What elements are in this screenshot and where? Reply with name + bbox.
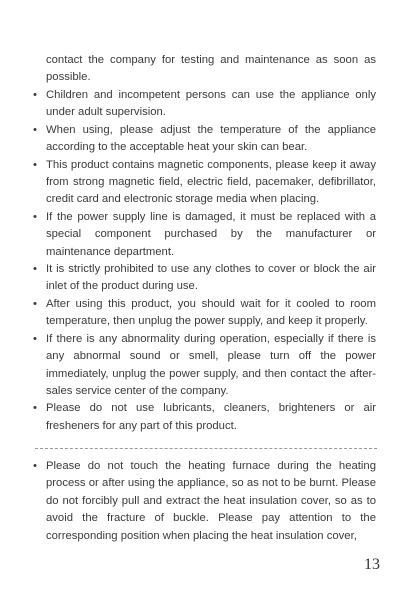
bullet-icon: •	[33, 210, 37, 223]
page-number: 13	[364, 556, 380, 573]
list-item	[0, 209, 376, 261]
bullet-icon: •	[33, 332, 37, 345]
list-item-text: If the power supply line is damaged, it must be replaced with a special component purchased by the manufacturer or maintenance department.	[46, 210, 376, 258]
list-item	[0, 331, 376, 401]
bullet-icon: •	[33, 123, 37, 136]
bullet-icon: •	[33, 460, 37, 472]
safety-list-continued	[0, 458, 416, 545]
list-item	[0, 458, 376, 545]
list-item-text: It is strictly prohibited to use any clothes to cover or block the air inlet of the product during use.	[46, 263, 376, 293]
bullet-icon: •	[33, 89, 37, 101]
list-item	[0, 122, 376, 157]
list-item-text: This product contains magnetic components, please keep it away from strong magnetic field, electric field, pacemaker, defibrillator, credit card and electronic storage media when placing.	[46, 158, 376, 206]
safety-list	[0, 87, 416, 435]
list-item-text: When using, please adjust the temperature of the appliance according to the acceptable heat your skin can bear.	[46, 123, 376, 154]
bullet-icon: •	[33, 297, 37, 310]
list-item	[0, 296, 376, 331]
bullet-icon: •	[33, 158, 37, 171]
bullet-icon: •	[33, 402, 37, 415]
list-item	[0, 87, 376, 122]
continuation-text: contact the company for testing and maintenance as soon as possible.	[46, 54, 376, 84]
list-item	[0, 261, 376, 296]
list-item-text: If there is any abnormality during operation, especially if there is any abnormal sound or smell, please turn off the power immediately, unplug the power supply, and then contact the after-sales service center of the company.	[46, 332, 376, 397]
list-item-text: Please do not touch the heating furnace during the heating process or after using the appliance, so as not to be burnt. Please do not forcibly pull and extract the heat insulation cover, so as to avoid the fracture of buckle. Please pay attention to the corresponding position when placing the heat insulation cover,	[46, 460, 376, 542]
list-item	[0, 157, 376, 209]
list-item-text: After using this product, you should wait for it cooled to room temperature, then unplug the power supply, and keep it properly.	[46, 297, 376, 328]
list-item	[0, 400, 376, 435]
bullet-icon: •	[33, 263, 37, 276]
list-item-text: Children and incompetent persons can use the appliance only under adult supervision.	[46, 89, 376, 119]
list-item-text: Please do not use lubricants, cleaners, brighteners or air fresheners for any part of this product.	[46, 402, 376, 432]
section-divider	[35, 448, 377, 449]
